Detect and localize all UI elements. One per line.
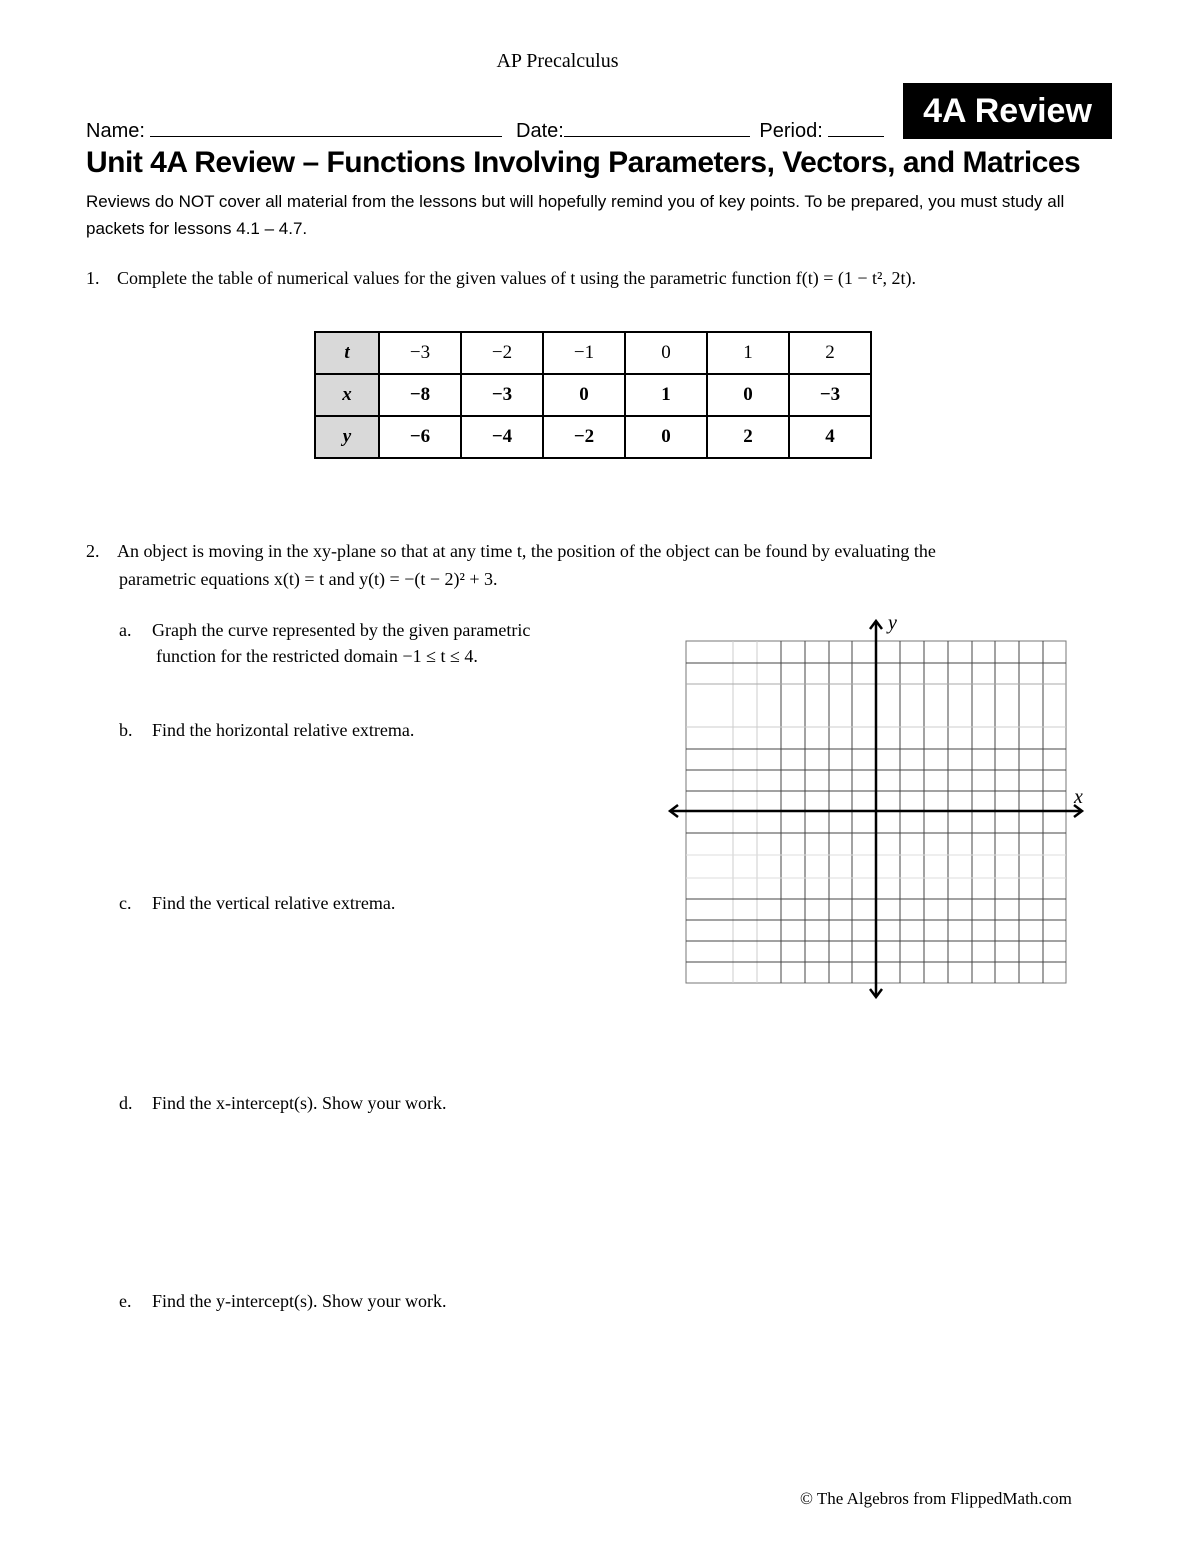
table-cell: 0 bbox=[625, 416, 707, 458]
table-cell: −3 bbox=[461, 374, 543, 416]
values-table bbox=[314, 331, 872, 459]
question-1 bbox=[86, 264, 1146, 294]
table-cell: 0 bbox=[707, 374, 789, 416]
copyright-footer: © The Algebros from FlippedMath.com bbox=[800, 1489, 1072, 1508]
question-text: Complete the table of numerical values for the given values of t using the parametric function f(t) = (1 − t², 2t). bbox=[117, 268, 916, 288]
part-label: d. bbox=[119, 1093, 133, 1113]
part-label: c. bbox=[119, 893, 132, 913]
question-number: 2. bbox=[86, 541, 100, 561]
table-cell: −8 bbox=[379, 374, 461, 416]
row-header: t bbox=[315, 332, 379, 374]
course-title: AP Precalculus bbox=[496, 50, 619, 72]
table-cell: 2 bbox=[789, 332, 871, 374]
table-cell: 0 bbox=[625, 332, 707, 374]
table-cell: −1 bbox=[543, 332, 625, 374]
table-cell: 1 bbox=[707, 332, 789, 374]
part-a bbox=[119, 617, 619, 673]
part-text: Find the x-intercept(s). Show your work. bbox=[152, 1093, 447, 1113]
review-badge: 4A Review bbox=[903, 83, 1112, 139]
part-b bbox=[119, 717, 619, 745]
table-cell: −3 bbox=[379, 332, 461, 374]
table-cell: 0 bbox=[543, 374, 625, 416]
period-label: Period: bbox=[759, 120, 823, 142]
table-cell: −3 bbox=[789, 374, 871, 416]
table-cell: −4 bbox=[461, 416, 543, 458]
part-d bbox=[119, 1090, 619, 1118]
table-cell: 2 bbox=[707, 416, 789, 458]
name-label: Name: bbox=[86, 120, 145, 142]
page-title: Unit 4A Review – Functions Involving Parameters, Vectors, and Matrices bbox=[86, 146, 1081, 179]
table-cell: −6 bbox=[379, 416, 461, 458]
table-cell: 1 bbox=[625, 374, 707, 416]
question-2 bbox=[86, 537, 1146, 597]
question-number: 1. bbox=[86, 268, 100, 288]
student-info-line bbox=[86, 116, 884, 143]
row-header: x bbox=[315, 374, 379, 416]
table-cell: −2 bbox=[543, 416, 625, 458]
y-axis-label: y bbox=[888, 612, 897, 634]
part-text: Find the horizontal relative extrema. bbox=[152, 720, 415, 740]
part-text: Find the vertical relative extrema. bbox=[152, 893, 396, 913]
part-label: e. bbox=[119, 1291, 132, 1311]
row-header: y bbox=[315, 416, 379, 458]
date-field[interactable] bbox=[564, 116, 750, 137]
part-text: Graph the curve represented by the given parametric bbox=[152, 620, 531, 640]
question-text-line-2: parametric equations x(t) = t and y(t) = −(t − 2)² + 3. bbox=[119, 569, 498, 589]
intro-text: Reviews do NOT cover all material from the lessons but will hopefully remind you of key points. To be prepared, you must study all packets for lessons 4.1 – 4.7. bbox=[86, 192, 1065, 238]
part-c bbox=[119, 890, 619, 918]
table-row-y bbox=[315, 416, 871, 458]
date-label: Date: bbox=[516, 120, 564, 142]
table-row-x bbox=[315, 374, 871, 416]
period-field[interactable] bbox=[828, 116, 884, 137]
part-text: function for the restricted domain −1 ≤ t ≤ 4. bbox=[156, 646, 478, 666]
part-label: b. bbox=[119, 720, 133, 740]
part-text: Find the y-intercept(s). Show your work. bbox=[152, 1291, 447, 1311]
coordinate-grid[interactable] bbox=[660, 605, 1100, 1005]
table-cell: 4 bbox=[789, 416, 871, 458]
table-row-t bbox=[315, 332, 871, 374]
part-label: a. bbox=[119, 620, 132, 640]
name-field[interactable] bbox=[150, 116, 502, 137]
table-cell: −2 bbox=[461, 332, 543, 374]
x-axis-label: x bbox=[1074, 786, 1083, 808]
question-text-line-1: An object is moving in the xy-plane so that at any time t, the position of the object can be found by evaluating the bbox=[117, 541, 936, 561]
part-e bbox=[119, 1288, 619, 1316]
